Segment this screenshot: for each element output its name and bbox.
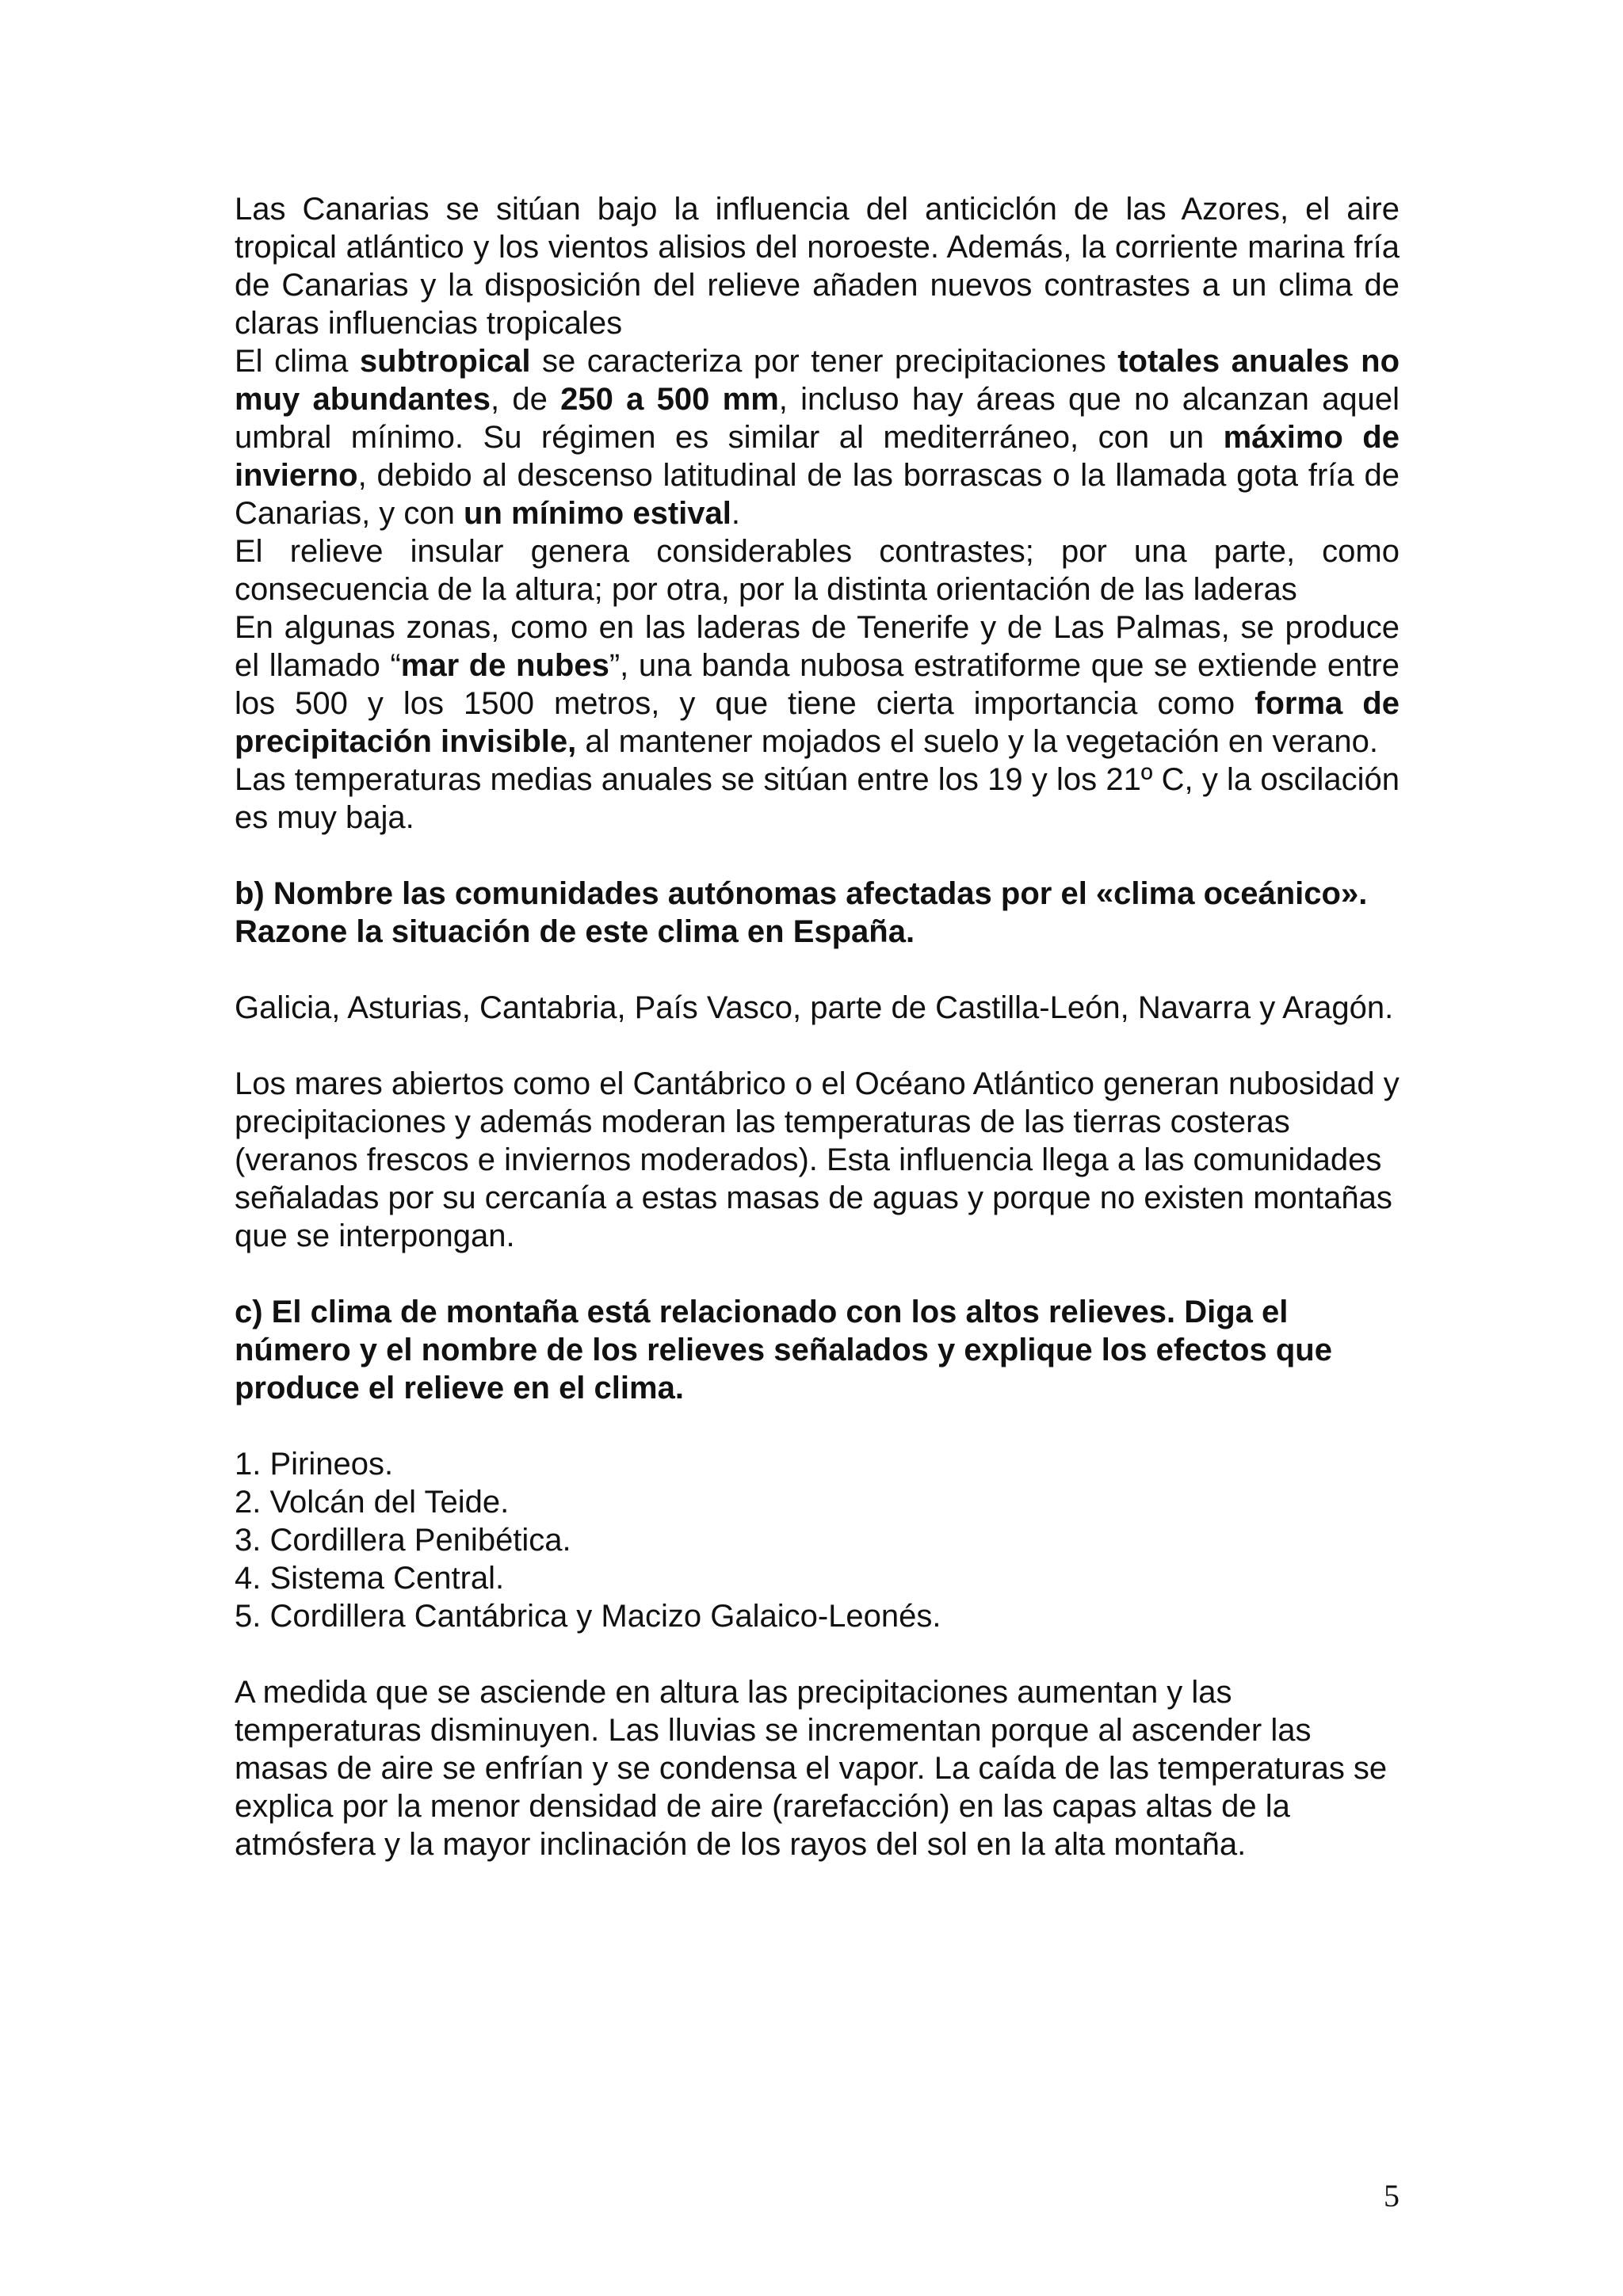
list-item: 5. Cordillera Cantábrica y Macizo Galaico-Leonés. bbox=[235, 1599, 941, 1634]
list-item: 3. Cordillera Penibética. bbox=[235, 1523, 571, 1558]
temperatures-paragraph: Las temperaturas medias anuales se sitúan entre los 19 y los 21º C, y la oscilación es muy baja. bbox=[235, 762, 1400, 835]
text-run: ”, una banda nubosa estratiforme que se extiende entre los 500 y los 1500 metros, y que tiene cierta importancia como bbox=[235, 648, 1400, 721]
mountain-climate-answer: A medida que se asciende en altura las precipitaciones aumentan y las temperaturas disminuyen. Las lluvias se incrementan porque al ascender las masas de aire se enfrían y se condensa el vapor. La caída de las temperaturas se explica por la menor densidad de aire (rarefacción) en las capas altas de la atmósfera y la mayor inclinación de los rayos del sol en la alta montaña. bbox=[235, 1675, 1388, 1862]
list-item: 1. Pirineos. bbox=[235, 1447, 394, 1482]
canarias-intro-paragraph: Las Canarias se sitúan bajo la influencia del anticiclón de las Azores, el aire tropical atlántico y los vientos alisios del noroeste. Además, la corriente marina fría de Canarias y la disposición del relieve añaden nuevos contrastes a un clima de claras influencias tropicales bbox=[235, 192, 1400, 341]
text-run: , incluso hay áreas que no alcanzan aquel umbral mínimo. Su régimen es similar al mediterráneo, con un bbox=[235, 382, 1400, 455]
text-run: , debido al descenso latitudinal de las borrascas o la llamada gota fría de Canarias, y con bbox=[235, 458, 1400, 531]
bold-term: forma de precipitación invisible, bbox=[235, 686, 1400, 759]
bold-term: máximo de invierno bbox=[235, 420, 1400, 493]
text-run: , de bbox=[490, 382, 561, 417]
spacer bbox=[235, 951, 1400, 989]
spacer bbox=[235, 837, 1400, 875]
oceanic-reasoning-answer: Los mares abiertos como el Cantábrico o el Océano Atlántico generan nubosidad y precipitaciones y además moderan las temperaturas de las tierras costeras (veranos frescos e inviernos moderados). Esta influencia llega a las comunidades señaladas por su cercanía a estas masas de aguas y porque no existen montañas que se interpongan. bbox=[235, 1066, 1400, 1253]
question-b-heading: b) Nombre las comunidades autónomas afectadas por el «clima oceánico». Razone la situación de este clima en España. bbox=[235, 876, 1368, 949]
page-number: 5 bbox=[1384, 2178, 1400, 2214]
page-content bbox=[235, 190, 1400, 1863]
text-run: . bbox=[731, 496, 741, 531]
list-item: 2. Volcán del Teide. bbox=[235, 1485, 510, 1520]
insular-relief-paragraph: El relieve insular genera considerables contrastes; por una parte, como consecuencia de la altura; por otra, por la distinta orientación de las laderas bbox=[235, 534, 1400, 607]
text-run: al mantener mojados el suelo y la vegetación en verano. bbox=[576, 724, 1378, 759]
spacer bbox=[235, 1635, 1400, 1673]
text-run: se caracteriza por tener precipitaciones bbox=[530, 344, 1118, 379]
question-c-heading: c) El clima de montaña está relacionado con los altos relieves. Diga el número y el nombre de los relieves señalados y explique los efectos que produce el relieve en el clima. bbox=[235, 1295, 1332, 1405]
text-run: En algunas zonas, como en las laderas de Tenerife y de Las Palmas, se produce el llamado “ bbox=[235, 610, 1400, 683]
text-run: El clima bbox=[235, 344, 360, 379]
spacer bbox=[235, 1255, 1400, 1293]
list-item: 4. Sistema Central. bbox=[235, 1561, 505, 1596]
oceanic-communities-answer: Galicia, Asturias, Cantabria, País Vasco, parte de Castilla-León, Navarra y Aragón. bbox=[235, 990, 1394, 1025]
bold-term: 250 a 500 mm bbox=[560, 382, 779, 417]
spacer bbox=[235, 1407, 1400, 1445]
relief-list bbox=[235, 1445, 1400, 1635]
bold-term: un mínimo estival bbox=[464, 496, 731, 531]
bold-term: totales anuales no muy abundantes bbox=[235, 344, 1400, 417]
bold-term: mar de nubes bbox=[400, 648, 609, 683]
bold-term: subtropical bbox=[359, 344, 531, 379]
subtropical-climate-paragraph bbox=[235, 342, 1400, 532]
spacer bbox=[235, 1027, 1400, 1065]
sea-of-clouds-paragraph bbox=[235, 608, 1400, 761]
